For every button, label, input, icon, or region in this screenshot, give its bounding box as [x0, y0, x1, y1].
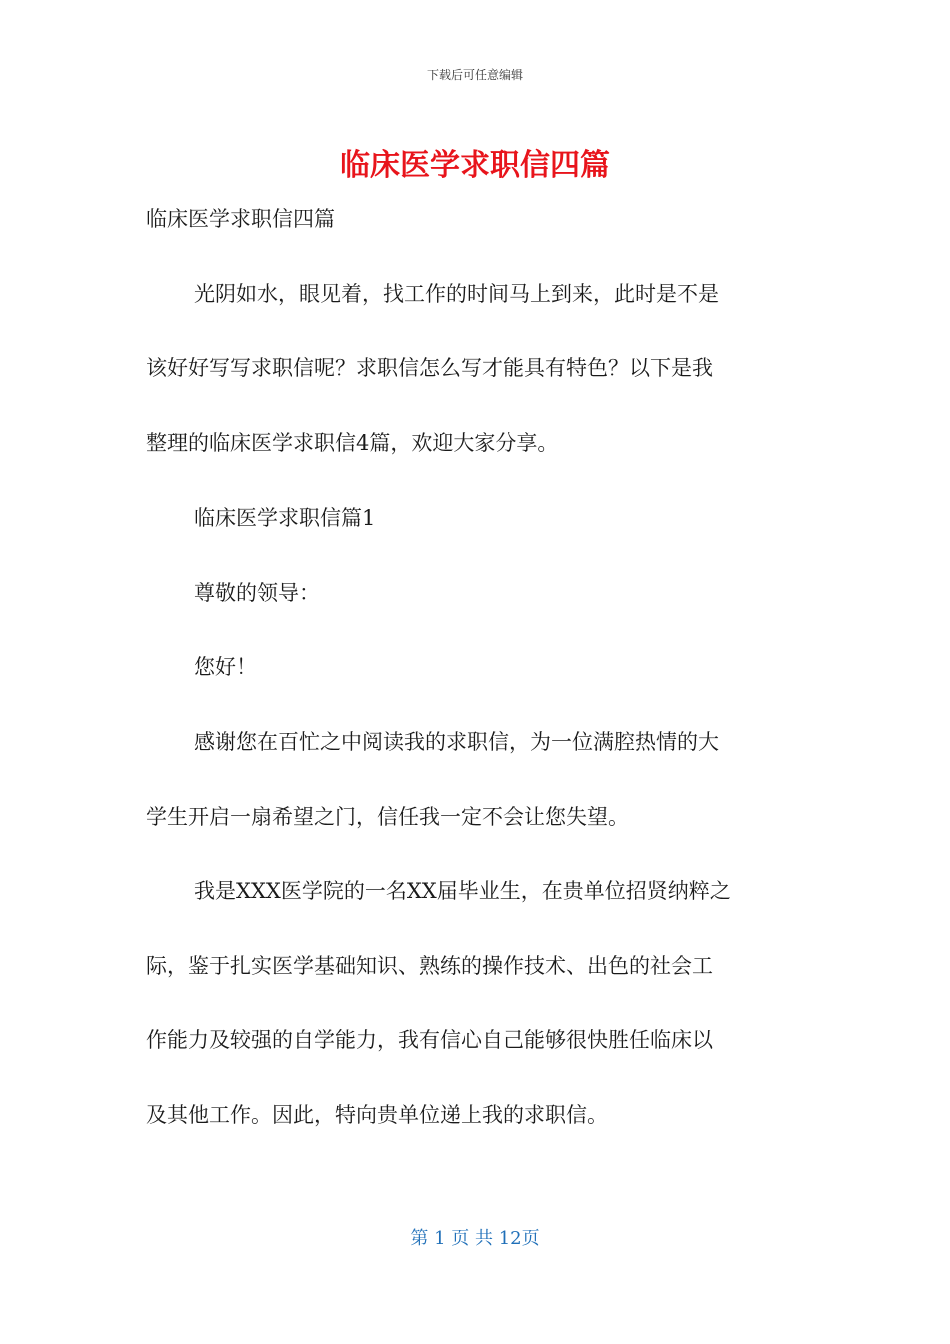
page-number: 第 1 页 共 12页 — [410, 1228, 540, 1249]
paragraph-line: 该好好写写求职信呢？求职信怎么写才能具有特色？以下是我 — [146, 356, 713, 380]
paragraph-line: 作能力及较强的自学能力，我有信心自己能够很快胜任临床以 — [146, 1028, 713, 1052]
section-heading: 临床医学求职信篇1 — [194, 506, 376, 530]
header-note: 下载后可任意编辑 — [426, 68, 523, 82]
paragraph-line: 学生开启一扇希望之门，信任我一定不会让您失望。 — [146, 805, 629, 829]
document-title: 临床医学求职信四篇 — [340, 148, 610, 183]
paragraph-line: 际，鉴于扎实医学基础知识、熟练的操作技术、出色的社会工 — [146, 954, 713, 978]
paragraph-line: 我是XXX医学院的一名XX届毕业生，在贵单位招贤纳粹之 — [194, 879, 731, 903]
salutation: 尊敬的领导： — [194, 581, 320, 605]
greeting: 您好！ — [194, 655, 257, 679]
paragraph-line: 整理的临床医学求职信4篇，欢迎大家分享。 — [146, 431, 559, 455]
subtitle-line: 临床医学求职信四篇 — [146, 207, 335, 231]
paragraph-line: 光阴如水，眼见着，找工作的时间马上到来，此时是不是 — [194, 282, 719, 306]
paragraph-line: 及其他工作。因此，特向贵单位递上我的求职信。 — [146, 1103, 608, 1127]
paragraph-line: 感谢您在百忙之中阅读我的求职信，为一位满腔热情的大 — [194, 730, 719, 754]
